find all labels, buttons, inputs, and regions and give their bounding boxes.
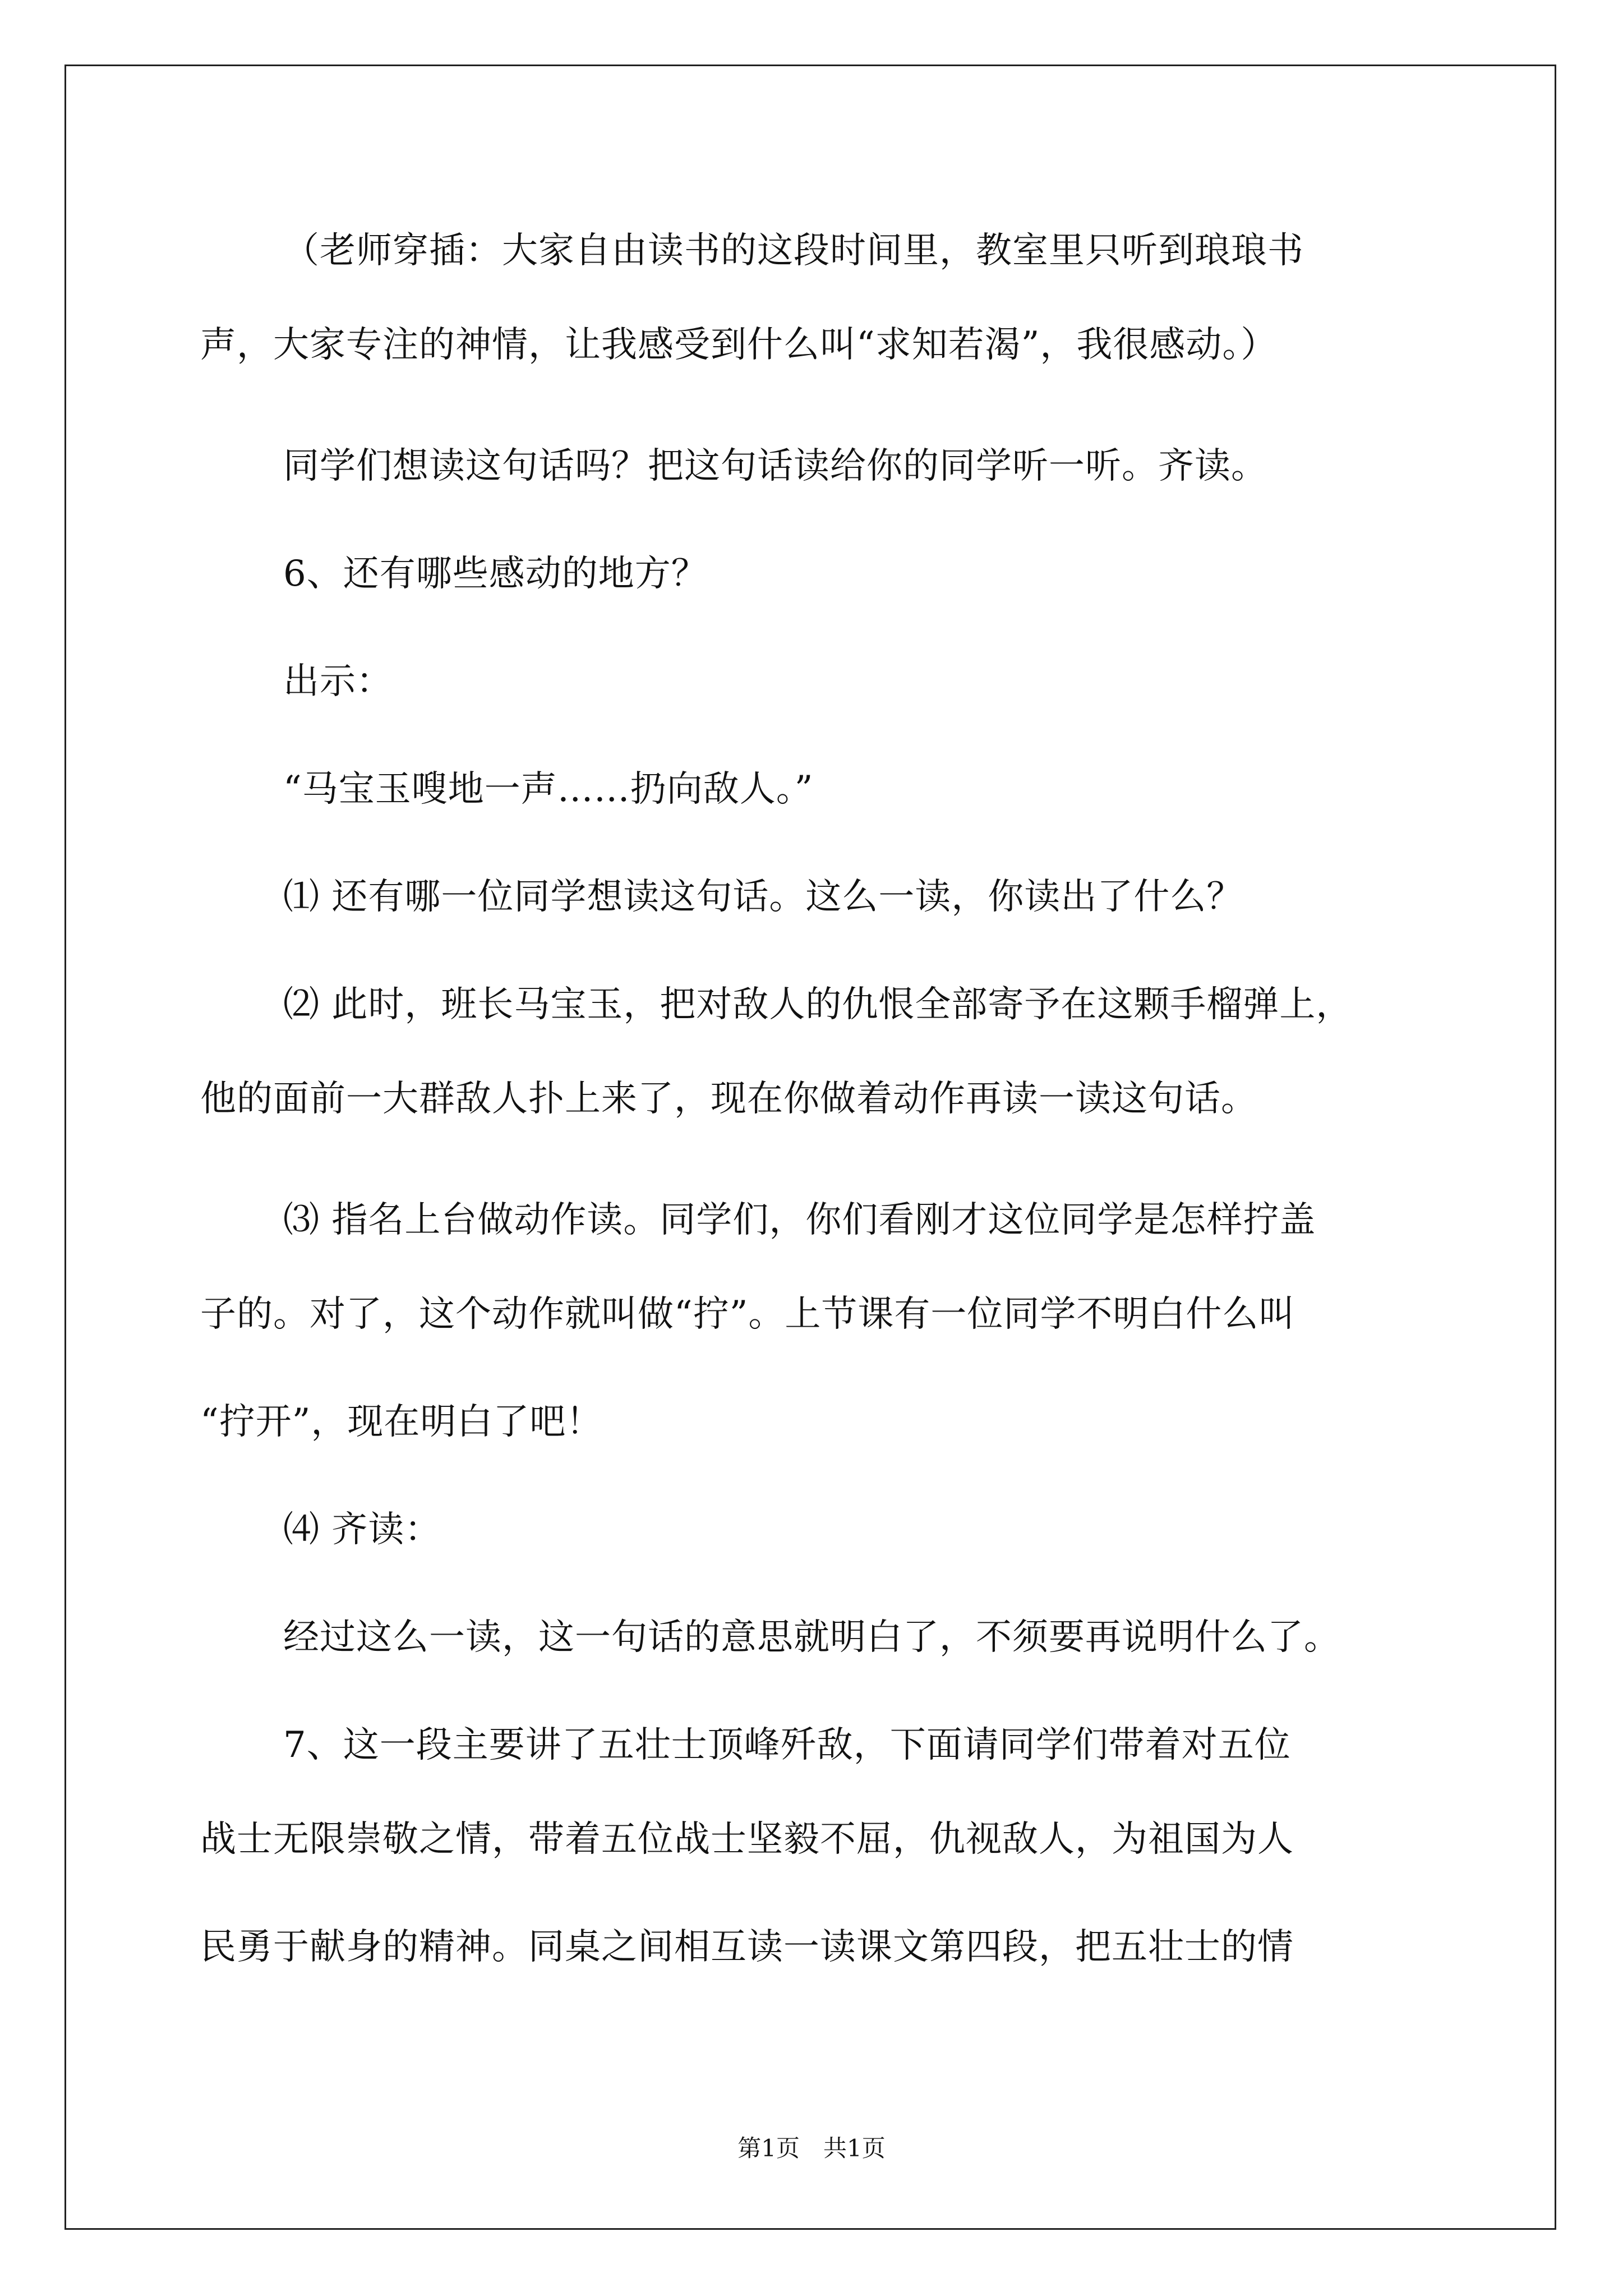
paragraph-line: 他的面前一大群敌人扑上来了，现在你做着动作再读一读这句话。 — [200, 1078, 1257, 1120]
paragraph-line: 6、还有哪些感动的地方？ — [283, 553, 708, 595]
paragraph-line: 声，大家专注的神情，让我感受到什么叫“求知若渴”，我很感动。） — [200, 324, 1278, 366]
paragraph-line: 7、这一段主要讲了五壮士顶峰歼敌，下面请同学们带着对五位 — [283, 1724, 1291, 1766]
paragraph-line: ⑵ 此时，班长马宝玉，把对敌人的仇恨全部寄予在这颗手榴弹上， — [283, 984, 1353, 1025]
page-footer: 第1页 共1页 — [737, 2134, 886, 2162]
paragraph-line: “马宝玉嗖地一声……扔向敌人。” — [283, 769, 814, 810]
paragraph-line: ⑶ 指名上台做动作读。同学们，你们看刚才这位同学是怎样拧盖 — [283, 1199, 1316, 1241]
paragraph-line: ⑷ 齐读： — [283, 1509, 441, 1550]
paragraph-line: 同学们想读这句话吗？把这句话读给你的同学听一听。齐读。 — [283, 445, 1267, 487]
paragraph-line: 战士无限崇敬之情，带着五位战士坚毅不屈，仇视敌人，为祖国为人 — [200, 1819, 1294, 1860]
paragraph-line: 经过这么一读，这一句话的意思就明白了，不须要再说明什么了。 — [283, 1617, 1340, 1658]
paragraph-line: （老师穿插：大家自由读书的这段时间里，教室里只听到琅琅书 — [283, 230, 1304, 272]
paragraph-line: 出示： — [283, 661, 393, 702]
paragraph-line: 民勇于献身的精神。同桌之间相互读一读课文第四段，把五壮士的情 — [200, 1926, 1294, 1968]
paragraph-line: “拧开”，现在明白了吧！ — [200, 1401, 603, 1443]
page-border — [64, 65, 1556, 2230]
paragraph-line: 子的。对了，这个动作就叫做“拧”。上节课有一位同学不明白什么叫 — [200, 1294, 1295, 1335]
paragraph-line: ⑴ 还有哪一位同学想读这句话。这么一读，你读出了什么？ — [283, 876, 1243, 918]
